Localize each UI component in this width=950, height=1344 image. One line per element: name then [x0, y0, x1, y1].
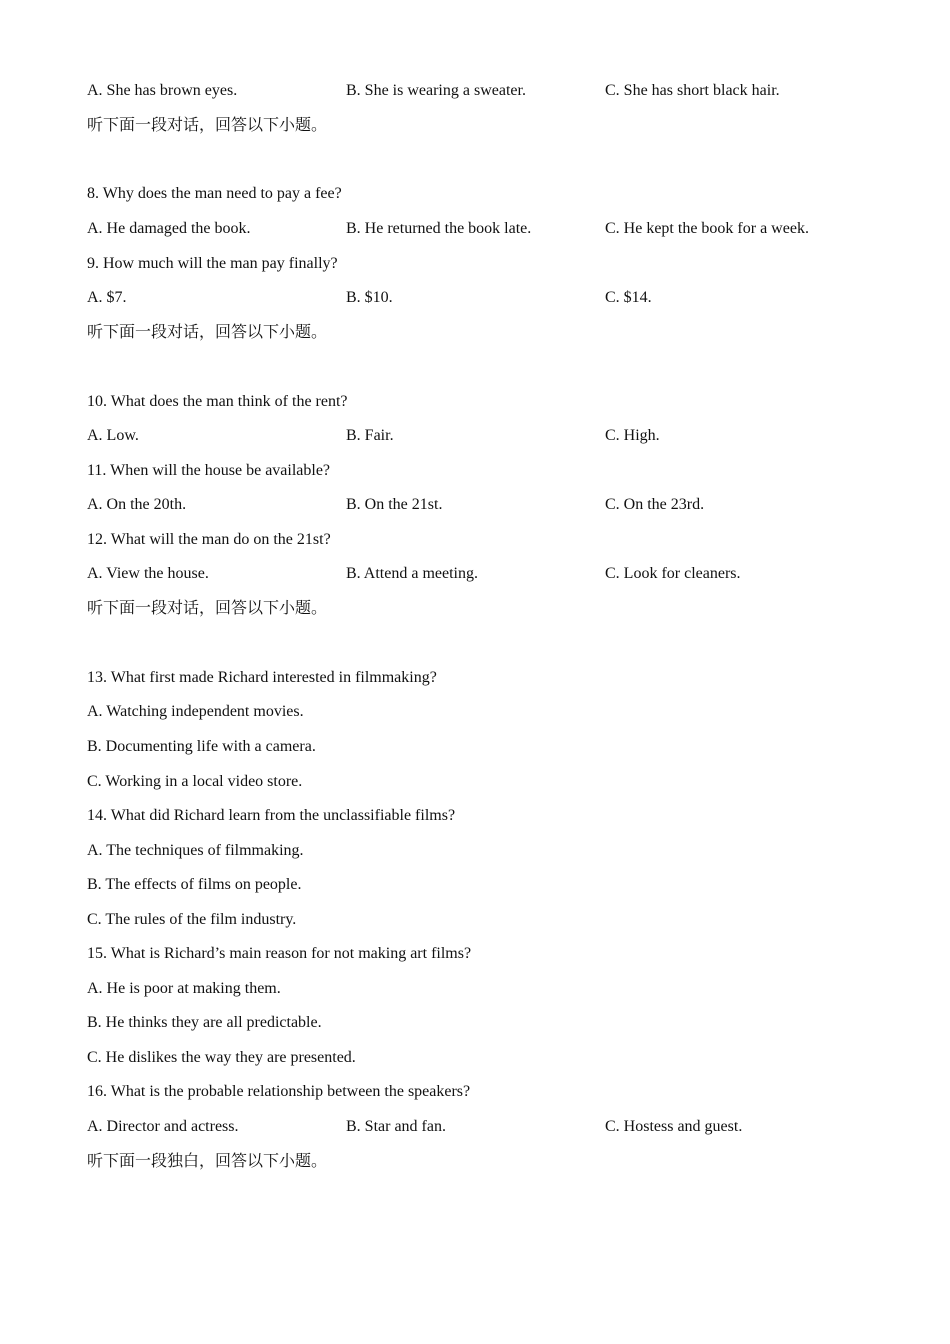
options-row-q16: [87, 1117, 887, 1137]
option-c: C. On the 23rd.: [605, 496, 705, 513]
section-instruction: 听下面一段对话，回答以下小题。: [87, 600, 328, 617]
options-row-q7: [87, 81, 887, 101]
option-c: C. Working in a local video store.: [87, 773, 303, 790]
option-b: B. Documenting life with a camera.: [87, 738, 316, 755]
option-b: B. She is wearing a sweater.: [346, 82, 526, 99]
option-a: A. Watching independent movies.: [87, 703, 304, 720]
option-b: B. He returned the book late.: [346, 220, 532, 237]
options-row-q9: [87, 288, 887, 308]
option-a: A. Low.: [87, 427, 139, 444]
option-a: A. The techniques of filmmaking.: [87, 842, 304, 859]
option-b: B. $10.: [346, 289, 393, 306]
question-12: 12. What will the man do on the 21st?: [87, 531, 331, 548]
question-11: 11. When will the house be available?: [87, 462, 331, 479]
option-c: C. The rules of the film industry.: [87, 911, 297, 928]
option-b: B. He thinks they are all predictable.: [87, 1014, 322, 1031]
option-c: C. $14.: [605, 289, 652, 306]
option-a: A. Director and actress.: [87, 1118, 239, 1135]
options-row-q11: [87, 495, 887, 515]
option-b: B. The effects of films on people.: [87, 876, 302, 893]
option-c: C. High.: [605, 427, 660, 444]
option-b: B. Attend a meeting.: [346, 565, 478, 582]
question-13: 13. What first made Richard interested in filmmaking?: [87, 669, 437, 686]
option-a: A. She has brown eyes.: [87, 82, 238, 99]
section-instruction: 听下面一段独白，回答以下小题。: [87, 1153, 328, 1170]
section-instruction: 听下面一段对话，回答以下小题。: [87, 324, 328, 341]
question-14: 14. What did Richard learn from the unclassifiable films?: [87, 807, 456, 824]
question-16: 16. What is the probable relationship between the speakers?: [87, 1083, 471, 1100]
question-10: 10. What does the man think of the rent?: [87, 393, 348, 410]
option-c: C. Look for cleaners.: [605, 565, 741, 582]
option-b: B. Fair.: [346, 427, 394, 444]
option-a: A. View the house.: [87, 565, 209, 582]
option-c: C. He dislikes the way they are presented.: [87, 1049, 356, 1066]
option-c: C. She has short black hair.: [605, 82, 780, 99]
option-a: A. $7.: [87, 289, 127, 306]
option-a: A. He is poor at making them.: [87, 980, 281, 997]
option-c: C. Hostess and guest.: [605, 1118, 743, 1135]
section-instruction: 听下面一段对话，回答以下小题。: [87, 117, 328, 134]
option-b: B. On the 21st.: [346, 496, 443, 513]
option-a: A. He damaged the book.: [87, 220, 251, 237]
question-9: 9. How much will the man pay finally?: [87, 255, 338, 272]
options-row-q12: [87, 564, 887, 584]
question-8: 8. Why does the man need to pay a fee?: [87, 185, 342, 202]
option-b: B. Star and fan.: [346, 1118, 446, 1135]
options-row-q8: [87, 219, 887, 239]
question-15: 15. What is Richard’s main reason for not making art films?: [87, 945, 472, 962]
option-c: C. He kept the book for a week.: [605, 220, 809, 237]
options-row-q10: [87, 426, 887, 446]
option-a: A. On the 20th.: [87, 496, 187, 513]
